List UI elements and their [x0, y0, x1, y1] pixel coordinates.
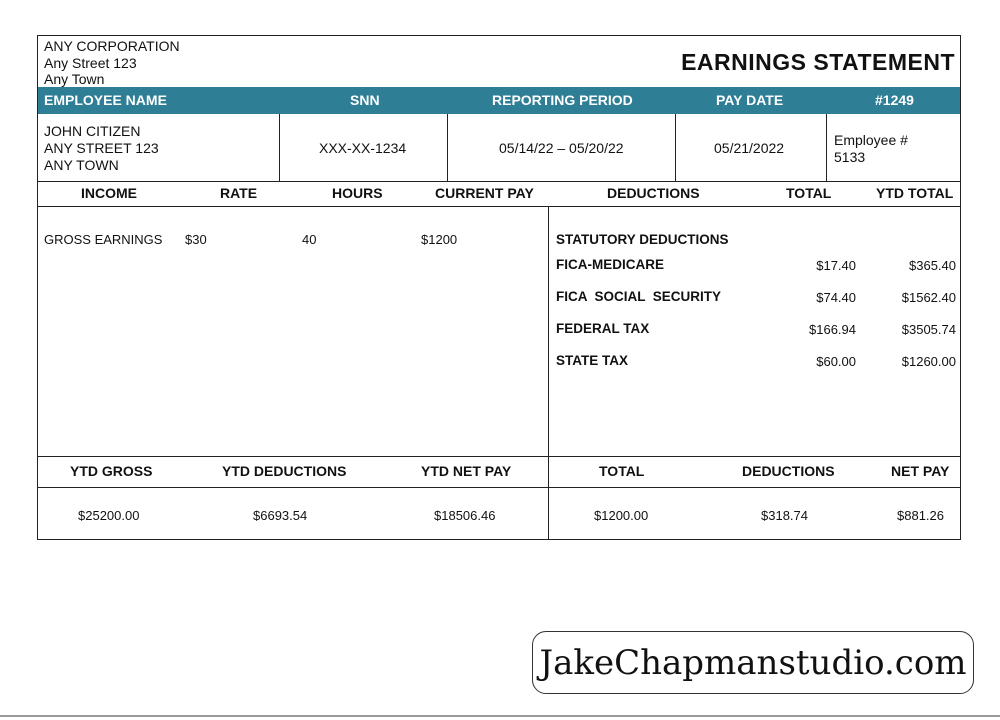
total-header: TOTAL — [599, 463, 645, 479]
ytd-net-pay-header: YTD NET PAY — [421, 463, 512, 479]
income-column-header: INCOME — [81, 185, 137, 201]
reporting-period-value: 05/14/22 – 05/20/22 — [499, 140, 624, 156]
divider — [38, 456, 960, 457]
divider — [675, 114, 676, 181]
ytd-deductions-value: $6693.54 — [253, 508, 308, 523]
deduction-ytd: $365.40 — [909, 258, 956, 273]
current-pay-column-header: CURRENT PAY — [435, 185, 534, 201]
employee-name-header: EMPLOYEE NAME — [44, 92, 167, 108]
divider — [38, 181, 960, 182]
deduction-total: $74.40 — [816, 290, 856, 305]
earnings-statement — [37, 35, 961, 540]
deduction-label: FICA-MEDICARE — [556, 257, 664, 272]
employee-street: ANY STREET 123 — [44, 140, 159, 156]
company-name: ANY CORPORATION — [44, 38, 180, 54]
employee-address — [44, 123, 159, 174]
divider — [826, 114, 827, 181]
watermark: JakeChapmanstudio.com — [532, 631, 974, 694]
divider — [38, 487, 960, 488]
employee-name: JOHN CITIZEN — [44, 123, 141, 139]
ytd-net-pay-value: $18506.46 — [434, 508, 496, 523]
page-bottom-edge — [0, 715, 1000, 717]
company-address — [44, 38, 180, 88]
deduction-label: FEDERAL TAX — [556, 321, 650, 336]
ytd-deductions-header: YTD DEDUCTIONS — [222, 463, 347, 479]
employee-number-label: Employee # — [834, 132, 908, 148]
gross-earnings-label: GROSS EARNINGS — [44, 232, 163, 247]
deductions-column-header: DEDUCTIONS — [607, 185, 700, 201]
employee-number — [834, 132, 908, 166]
deduction-label: FICA SOCIAL SECURITY — [556, 289, 722, 304]
deductions-header: DEDUCTIONS — [742, 463, 835, 479]
hours-column-header: HOURS — [332, 185, 383, 201]
deductions-value: $318.74 — [761, 508, 808, 523]
deduction-ytd: $1260.00 — [901, 354, 956, 369]
employee-snn: XXX-XX-1234 — [319, 140, 407, 156]
deduction-total: $166.94 — [809, 322, 856, 337]
net-pay-value: $881.26 — [897, 508, 944, 523]
gross-earnings-hours: 40 — [302, 232, 317, 247]
divider — [279, 114, 280, 181]
snn-header: SNN — [350, 92, 380, 108]
deduction-total: $17.40 — [816, 258, 856, 273]
divider — [548, 206, 549, 540]
company-street: Any Street 123 — [44, 54, 137, 71]
gross-earnings-current-pay: $1200 — [421, 232, 458, 247]
rate-column-header: RATE — [220, 185, 258, 201]
employee-town: ANY TOWN — [44, 157, 119, 173]
employee-number-value: 5133 — [834, 149, 866, 165]
pay-date-value: 05/21/2022 — [714, 140, 785, 156]
deduction-label: STATE TAX — [556, 353, 628, 368]
total-value: $1200.00 — [594, 508, 649, 523]
ytd-total-column-header: YTD TOTAL — [876, 185, 954, 201]
pay-date-header: PAY DATE — [716, 92, 784, 108]
company-town: Any Town — [44, 71, 105, 87]
header-bar — [38, 87, 960, 114]
statutory-deductions-heading: STATUTORY DEDUCTIONS — [556, 232, 729, 247]
deduction-ytd: $1562.40 — [901, 290, 956, 305]
ytd-gross-value: $25200.00 — [78, 508, 140, 523]
divider — [38, 206, 960, 207]
statement-number: #1249 — [875, 92, 914, 108]
divider — [447, 114, 448, 181]
document-title: EARNINGS STATEMENT — [681, 49, 955, 75]
deduction-total: $60.00 — [816, 354, 856, 369]
net-pay-header: NET PAY — [891, 463, 950, 479]
ytd-gross-header: YTD GROSS — [70, 463, 153, 479]
deduction-ytd: $3505.74 — [901, 322, 956, 337]
total-column-header: TOTAL — [786, 185, 832, 201]
gross-earnings-rate: $30 — [185, 232, 207, 247]
reporting-period-header: REPORTING PERIOD — [492, 92, 633, 108]
